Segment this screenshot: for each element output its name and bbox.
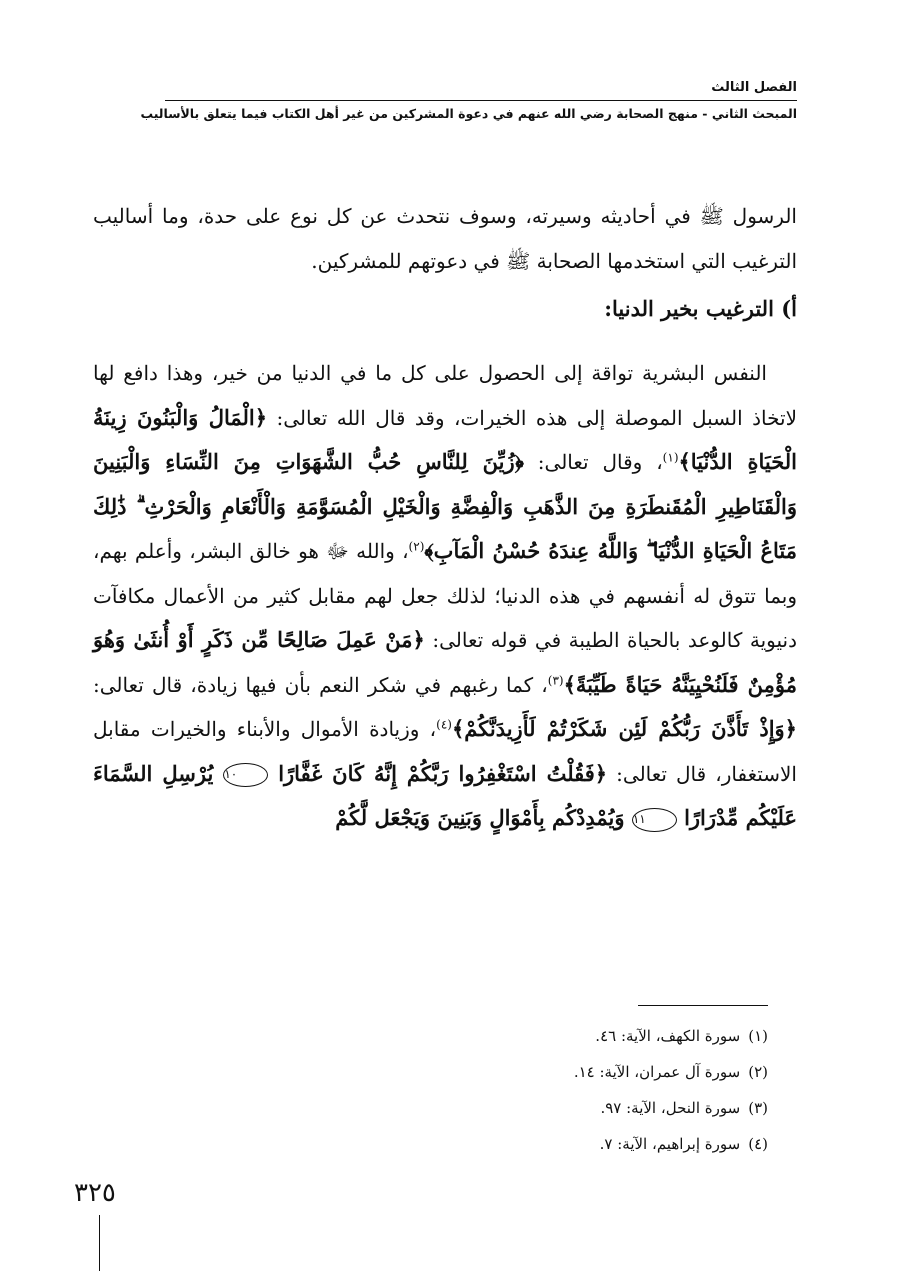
footnote-item bbox=[268, 1054, 768, 1090]
quran-verse: ﴿الْمَالُ وَالْبَنُونَ زِينَةُ الْحَيَاةِ الدُّنْيَا﴾ bbox=[93, 404, 798, 474]
text-segment: ، والله ﷻ هو خالق البشر، وأعلم بهم، وبما تتوق له أنفسهم في هذه الدنيا؛ لذلك جعل لهم مقابل كثير من الأعمال مكافآت دنيوية كالوعد بالحياة الطيبة في قوله تعالى: bbox=[93, 539, 797, 652]
text-segment: ، وقال تعالى: bbox=[537, 450, 663, 474]
footnote-marker: (٤) bbox=[436, 717, 452, 732]
running-head bbox=[140, 78, 797, 125]
verse-part: ﴿فَقُلْتُ اسْتَغْفِرُوا رَبَّكُمْ إِنَّهُ كَانَ غَفَّارًا bbox=[278, 760, 608, 786]
footnote-marker: (٢) bbox=[408, 539, 425, 554]
body-text bbox=[93, 194, 797, 841]
main-paragraph bbox=[93, 351, 797, 841]
footnote-separator bbox=[638, 1005, 768, 1006]
ayah-number-marker: ١٠ bbox=[223, 763, 268, 787]
text-segment: ، كما رغبهم في شكر النعم بأن فيها زيادة، قال تعالى: bbox=[93, 672, 548, 697]
footnote-item bbox=[268, 1126, 768, 1162]
footnote-text: سورة إبراهيم، الآية: ٧. bbox=[599, 1135, 741, 1153]
footnote-marker: (١) bbox=[662, 450, 679, 465]
footnote-text: سورة الكهف، الآية: ٤٦. bbox=[595, 1027, 741, 1045]
quran-verse: ﴿وَإِذْ تَأَذَّنَ رَبُّكُمْ لَئِن شَكَرْتُمْ لَأَزِيدَنَّكُمْ﴾ bbox=[451, 716, 797, 741]
page-number: ٣٢٥ bbox=[74, 1178, 116, 1208]
footnote-item bbox=[268, 1018, 768, 1054]
text-segment: النفس البشرية تواقة إلى الحصول على كل ما في الدنيا من خير، وهذا دافع لها لاتخاذ السبل الموصلة إلى هذه الخيرات، وقد قال الله تعالى: bbox=[93, 361, 797, 430]
subsection-heading: أ) الترغيب بخير الدنيا: bbox=[604, 296, 797, 321]
footnote-item bbox=[268, 1090, 768, 1126]
verse-part: يُرْسِلِ السَّمَاءَ عَلَيْكُم مِّدْرَارًا bbox=[93, 760, 797, 830]
ayah-number-marker: ١١ bbox=[632, 808, 677, 832]
intro-paragraph: الرسول ﷺ في أحاديثه وسيرته، وسوف نتحدث عن كل نوع على حدة، وما أساليب الترغيب التي استخدمها الصحابة ﷺ في دعوتهم للمشركين. bbox=[93, 204, 797, 273]
chapter-title: الفصل الثالث bbox=[711, 80, 797, 95]
verse-part: وَيُمْدِدْكُم بِأَمْوَالٍ وَبَنِينَ وَيَجْعَل لَّكُمْ bbox=[335, 805, 625, 830]
footnote-text: سورة النحل، الآية: ٩٧. bbox=[600, 1099, 741, 1117]
gutter-line bbox=[99, 1215, 100, 1271]
footnotes bbox=[268, 1018, 768, 1162]
text-segment: ، وزيادة الأموال والأبناء والخيرات مقابل الاستغفار، قال تعالى: bbox=[93, 717, 797, 786]
footnote-text: سورة آل عمران، الآية: ١٤. bbox=[573, 1063, 741, 1081]
section-title: المبحث الثاني - منهج الصحابة رضي الله عنهم في دعوة المشركين من غير أهل الكتاب فيما يتعلق بالأساليب bbox=[140, 106, 797, 121]
quran-verse: ﴿زُيِّنَ لِلنَّاسِ حُبُّ الشَّهَوَاتِ مِنَ النِّسَاءِ وَالْبَنِينَ وَالْقَنَاطِيرِ الْمُقَنطَرَةِ مِنَ الذَّهَبِ وَالْفِضَّةِ وَالْخَيْلِ الْمُسَوَّمَةِ وَالْأَنْعَامِ وَالْحَرْثِ ۗ ذَٰلِكَ مَتَاعُ الْحَيَاةِ الدُّنْيَا ۖ وَاللَّهُ عِندَهُ حُسْنُ الْمَآبِ﴾ bbox=[93, 449, 797, 563]
footnote-number: (١) bbox=[748, 1027, 768, 1045]
header-rule bbox=[165, 100, 797, 101]
footnote-marker: (٣) bbox=[547, 672, 564, 687]
quran-verse: ﴿مَنْ عَمِلَ صَالِحًا مِّن ذَكَرٍ أَوْ أُنثَىٰ وَهُوَ مُؤْمِنٌ فَلَنُحْيِيَنَّهُ حَيَاةً طَيِّبَةً﴾ bbox=[93, 627, 798, 697]
footnote-number: (٣) bbox=[748, 1099, 768, 1117]
footnote-number: (٤) bbox=[748, 1135, 768, 1153]
footnote-number: (٢) bbox=[748, 1063, 768, 1081]
